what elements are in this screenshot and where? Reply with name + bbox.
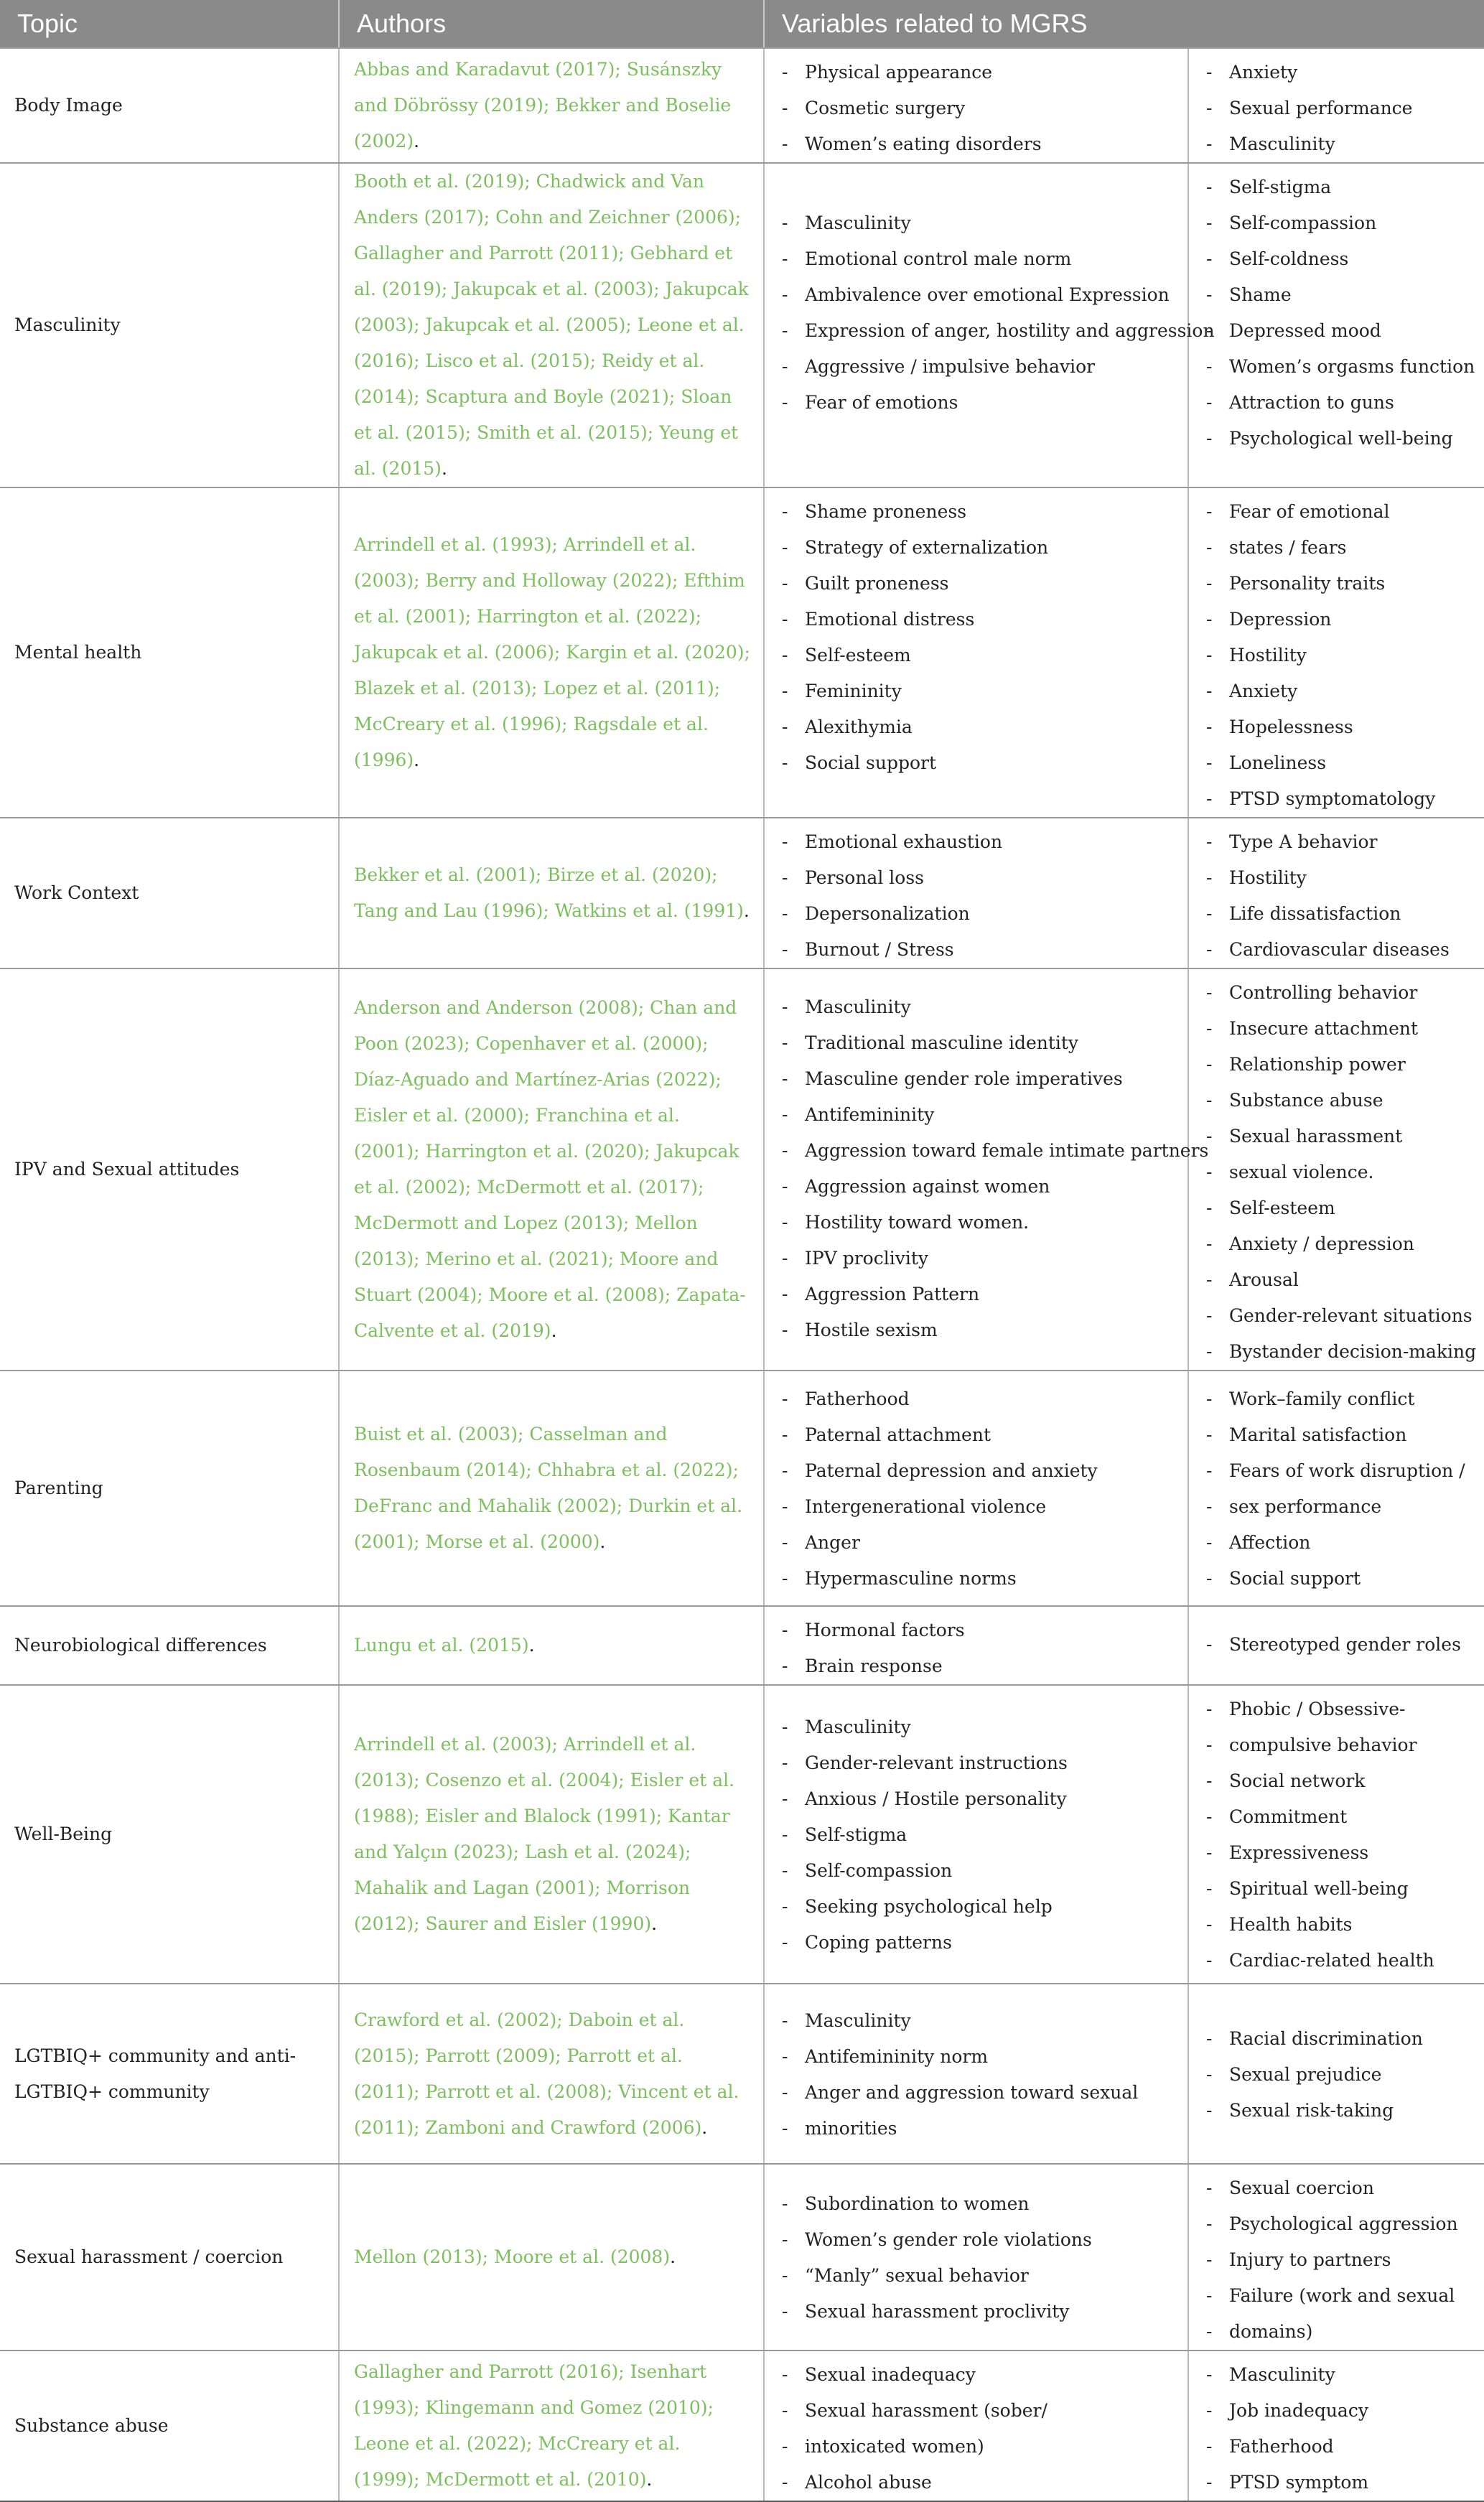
authors-cell[interactable]	[339, 818, 764, 968]
table-row	[0, 818, 1484, 968]
variable-item: - sex performance	[1202, 1489, 1471, 1525]
variable-item: - Women’s gender role violations	[778, 2222, 1175, 2258]
variable-item: - Hypermasculine norms	[778, 1561, 1175, 1597]
variable-item: - Insecure attachment	[1202, 1011, 1471, 1047]
variable-list	[778, 1371, 1175, 1597]
variable-item: - PTSD symptomatology	[1202, 781, 1471, 817]
variable-item: - Seeking psychological help	[778, 1889, 1175, 1925]
authors-column-header: Authors	[339, 0, 764, 48]
variable-item: - Alcohol abuse	[778, 2465, 1175, 2501]
variable-item: - Brain response	[778, 1648, 1175, 1684]
variable-item: - Self-stigma	[1202, 169, 1471, 205]
topic-column-header: Topic	[0, 0, 339, 48]
variable-item: - Women’s eating disorders	[778, 126, 1175, 162]
variable-item: - Self-esteem	[778, 638, 1175, 673]
variables-cell-left	[764, 1371, 1188, 1606]
table-row	[0, 1685, 1484, 1984]
author-citations-link[interactable]: Lungu et al. (2015)	[354, 1635, 529, 1656]
variable-item: - Gender-relevant instructions	[778, 1745, 1175, 1781]
authors-cell[interactable]	[339, 1984, 764, 2164]
citation-period: .	[528, 1635, 535, 1656]
variables-cell-right	[1188, 1371, 1484, 1606]
variable-item: - Self-coldness	[1202, 241, 1471, 277]
variables-cell-left	[764, 968, 1209, 1371]
variable-item: - Depersonalization	[778, 896, 1175, 932]
citation-period: .	[414, 131, 420, 151]
variable-item: - Cosmetic surgery	[778, 90, 1175, 126]
variable-item: - Guilt proneness	[778, 566, 1175, 602]
authors-cell[interactable]	[339, 48, 764, 163]
variable-list	[778, 2351, 1175, 2501]
variable-item: - Burnout / Stress	[778, 932, 1175, 968]
variable-item: - Psychological well-being	[1202, 421, 1471, 457]
variable-item: - Personality traits	[1202, 566, 1471, 602]
authors-cell[interactable]	[339, 487, 764, 818]
variable-list	[1202, 49, 1471, 162]
variable-item: - states / fears	[1202, 530, 1471, 566]
variable-item: - Paternal depression and anxiety	[778, 1453, 1175, 1489]
author-citations-link[interactable]: Anderson and Anderson (2008); Chan and Poon (2023); Copenhaver et al. (2000); Díaz-Aguado and Martínez-Arias (2022); Eisler et al. (2000); Franchina et al. (2001); Harrington et al. (2020); Jakupcak et al. (2002); McDermott et al. (2017); McDermott and Lopez (2013); Mellon (2013); Merino et al. (2021); Moore and Stuart (2004); Moore et al. (2008); Zapata-Calvente et al. (2019)	[354, 997, 746, 1341]
variable-item: - Paternal attachment	[778, 1417, 1175, 1453]
variables-cell-left	[764, 1606, 1188, 1685]
variable-item: - Emotional distress	[778, 602, 1175, 638]
topic-cell: Body Image	[0, 48, 339, 163]
authors-cell[interactable]	[339, 163, 764, 487]
variable-item: - Masculinity	[778, 2003, 1175, 2039]
variable-item: - Self-esteem	[1202, 1190, 1471, 1226]
variable-item: - Anxiety	[1202, 55, 1471, 90]
authors-cell[interactable]	[339, 2164, 764, 2351]
variable-item: - Aggression against women	[778, 1169, 1175, 1205]
variable-list	[778, 49, 1175, 162]
variable-item: - Sexual prejudice	[1202, 2057, 1471, 2093]
variable-item: - Hostile sexism	[778, 1312, 1175, 1348]
citation-period: .	[670, 2246, 676, 2267]
variable-item: - Social support	[778, 745, 1175, 781]
variable-item: - intoxicated women)	[778, 2429, 1175, 2465]
variable-item: - Physical appearance	[778, 55, 1175, 90]
variable-item: - Emotional control male norm	[778, 241, 1175, 277]
citation-period: .	[701, 2116, 708, 2138]
author-citations-link[interactable]: Arrindell et al. (2003); Arrindell et al. (2013); Cosenzo et al. (2004); Eisler et al. (1988); Eisler and Blalock (1991); Kantar and Yalçın (2023); Lash et al. (2024); Mahalik and Lagan (2001); Morrison (2012); Saurer and Eisler (1990)	[354, 1734, 735, 1934]
variable-item: - Substance abuse	[1202, 1083, 1471, 1119]
variable-item: - Cardiac-related health	[1202, 1943, 1471, 1979]
variable-item: - Shame	[1202, 277, 1471, 313]
variable-item: - Women’s orgasms function	[1202, 349, 1471, 385]
variable-item: - Injury to partners	[1202, 2242, 1471, 2278]
variables-cell-right	[1188, 2351, 1484, 2501]
topic-cell: Sexual harassment / coercion	[0, 2164, 339, 2351]
variable-item: - Sexual harassment	[1202, 1119, 1471, 1154]
variables-cell-left	[764, 2164, 1188, 2351]
variable-item: - Sexual risk-taking	[1202, 2093, 1471, 2129]
variable-item: - Expressiveness	[1202, 1835, 1471, 1871]
citation-period: .	[551, 1320, 557, 1341]
variable-item: - Gender-relevant situations	[1202, 1298, 1471, 1334]
variable-item: - Affection	[1202, 1525, 1471, 1561]
variable-item: - Loneliness	[1202, 745, 1471, 781]
variable-item: - Psychological aggression	[1202, 2206, 1471, 2242]
variable-item: - Shame proneness	[778, 494, 1175, 530]
variable-item: - Phobic / Obsessive-	[1202, 1691, 1471, 1727]
variable-item: - Relationship power	[1202, 1047, 1471, 1083]
variables-cell-right	[1188, 968, 1484, 1371]
table-row	[0, 2164, 1484, 2351]
variables-cell-left	[764, 163, 1215, 487]
variable-item: - Fears of work disruption /	[1202, 1453, 1471, 1489]
variable-list	[778, 969, 1209, 1348]
variable-item: - Strategy of externalization	[778, 530, 1175, 566]
variable-list	[1202, 2351, 1471, 2501]
table-row	[0, 2351, 1484, 2501]
variable-item: - Femininity	[778, 673, 1175, 709]
variables-column-header: Variables related to MGRS	[764, 0, 1484, 48]
variable-list	[1202, 818, 1471, 968]
variable-item: - Controlling behavior	[1202, 975, 1471, 1011]
variable-item: - Self-compassion	[778, 1853, 1175, 1889]
table-row	[0, 1606, 1484, 1685]
variable-item: - PTSD symptom	[1202, 2465, 1471, 2501]
table-body	[0, 48, 1484, 2501]
variable-item: - Hopelessness	[1202, 709, 1471, 745]
variable-item: - Coping patterns	[778, 1925, 1175, 1961]
variables-cell-left	[764, 818, 1188, 968]
variable-item: - Sexual performance	[1202, 90, 1471, 126]
variable-item: - Ambivalence over emotional Expression	[778, 277, 1175, 313]
variables-cell-left	[764, 2351, 1188, 2501]
variable-item: - Alexithymia	[778, 709, 1175, 745]
variable-item: - compulsive behavior	[1202, 1727, 1471, 1763]
variables-cell-right	[1188, 1984, 1484, 2164]
variable-item: - Work–family conflict	[1202, 1381, 1471, 1417]
variable-item: - Type A behavior	[1202, 824, 1471, 860]
variable-item: - Cardiovascular diseases	[1202, 932, 1471, 968]
variable-item: - Job inadequacy	[1202, 2393, 1471, 2429]
variable-list	[1202, 969, 1477, 1370]
variables-cell-right	[1188, 818, 1484, 968]
variable-item: - Anxiety / depression	[1202, 1226, 1471, 1262]
citation-period: .	[651, 1913, 658, 1934]
variable-item: - Racial discrimination	[1202, 2021, 1471, 2057]
variables-cell-right	[1188, 2164, 1484, 2351]
variable-item: - Sexual harassment proclivity	[778, 2294, 1175, 2330]
topic-cell: Parenting	[0, 1371, 339, 1606]
header-row	[0, 0, 1484, 48]
author-citations-link[interactable]: Arrindell et al. (1993); Arrindell et al. (2003); Berry and Holloway (2022); Efthim et al. (2001); Harrington et al. (2022); Jakupcak et al. (2006); Kargin et al. (2020); Blazek et al. (2013); Lopez et al. (2011); McCreary et al. (1996); Ragsdale et al. (1996)	[354, 534, 750, 770]
variables-cell-right	[1188, 1685, 1484, 1984]
variable-item: - Anger	[778, 1525, 1175, 1561]
variable-list	[778, 818, 1175, 968]
variable-item: - Masculinity	[778, 989, 1175, 1025]
variable-list	[778, 488, 1175, 781]
topic-cell: Neurobiological differences	[0, 1606, 339, 1685]
authors-cell[interactable]	[339, 1371, 764, 1606]
variable-item: - Hormonal factors	[778, 1612, 1175, 1648]
topic-cell: LGTBIQ+ community and anti-LGTBIQ+ community	[0, 1984, 339, 2164]
variable-item: - Fatherhood	[1202, 2429, 1471, 2465]
variable-item: - Social network	[1202, 1763, 1471, 1799]
variable-list	[778, 1607, 1175, 1684]
variable-item: - Aggression Pattern	[778, 1276, 1175, 1312]
variable-item: - Attraction to guns	[1202, 385, 1471, 421]
citation-period: .	[743, 900, 750, 921]
variable-item: - Masculinity	[1202, 126, 1471, 162]
variable-item: - “Manly” sexual behavior	[778, 2258, 1175, 2294]
variable-item: - Hostility toward women.	[778, 1205, 1175, 1241]
author-citations-link[interactable]: Bekker et al. (2001); Birze et al. (2020); Tang and Lau (1996); Watkins et al. (1991)	[354, 864, 744, 921]
variable-list	[1202, 488, 1471, 817]
table-row	[0, 163, 1484, 487]
variables-cell-left	[764, 487, 1188, 818]
topic-cell: Well-Being	[0, 1685, 339, 1984]
authors-cell[interactable]	[339, 1606, 764, 1685]
author-citations-link[interactable]: Mellon (2013); Moore et al. (2008)	[354, 2246, 671, 2267]
variable-list	[778, 1984, 1175, 2147]
variable-item: - Antifemininity norm	[778, 2039, 1175, 2075]
author-citations-link[interactable]: Gallagher and Parrott (2016); Isenhart (1993); Klingemann and Gomez (2010); Leone et al. (2022); McCreary et al. (1999); McDermott et al. (2010)	[354, 2361, 714, 2490]
variable-item: - Bystander decision-making	[1202, 1334, 1471, 1370]
variable-item: - minorities	[778, 2111, 1175, 2147]
variable-item: - Commitment	[1202, 1799, 1471, 1835]
variable-list	[1202, 164, 1475, 457]
variable-item: - Marital satisfaction	[1202, 1417, 1471, 1453]
table-row	[0, 487, 1484, 818]
variable-item: - Masculinity	[778, 1709, 1175, 1745]
variable-item: - Sexual coercion	[1202, 2170, 1471, 2206]
variable-item: - Stereotyped gender roles	[1202, 1627, 1471, 1663]
topic-cell: Substance abuse	[0, 2351, 339, 2501]
variable-item: - Fear of emotional	[1202, 494, 1471, 530]
variable-item: - Self-compassion	[1202, 205, 1471, 241]
table-row	[0, 968, 1484, 1371]
authors-cell[interactable]	[339, 968, 764, 1371]
variable-item: - Masculinity	[778, 205, 1175, 241]
variables-cell-right	[1188, 487, 1484, 818]
variable-item: - Social support	[1202, 1561, 1471, 1597]
variable-item: - Aggressive / impulsive behavior	[778, 349, 1175, 385]
variable-item: - Sexual inadequacy	[778, 2357, 1175, 2393]
table-row	[0, 1984, 1484, 2164]
variable-item: - Hostility	[1202, 638, 1471, 673]
variable-list	[1202, 1371, 1471, 1597]
variable-item: - Self-stigma	[778, 1817, 1175, 1853]
variable-list	[1202, 1607, 1471, 1663]
topic-cell: Masculinity	[0, 163, 339, 487]
variable-list	[1202, 1984, 1471, 2129]
variable-item: - Fear of emotions	[778, 385, 1175, 421]
author-citations-link[interactable]: Buist et al. (2003); Casselman and Rosenbaum (2014); Chhabra et al. (2022); DeFranc and Mahalik (2002); Durkin et al. (2001); Morse et al. (2000)	[354, 1424, 743, 1552]
variable-list	[778, 1686, 1175, 1961]
variable-item: - Masculinity	[1202, 2357, 1471, 2393]
author-citations-link[interactable]: Abbas and Karadavut (2017); Susánszky and Döbrössy (2019); Bekker and Boselie (2002)	[354, 59, 732, 151]
authors-cell[interactable]	[339, 2351, 764, 2501]
variable-item: - Life dissatisfaction	[1202, 896, 1471, 932]
variables-cell-left	[764, 48, 1188, 163]
variable-item: - Depression	[1202, 602, 1471, 638]
variable-item: - Spiritual well-being	[1202, 1871, 1471, 1907]
variable-item: - Hostility	[1202, 860, 1471, 896]
citation-period: .	[646, 2469, 653, 2490]
variable-list	[1202, 1686, 1471, 1979]
author-citations-link[interactable]: Crawford et al. (2002); Daboin et al. (2015); Parrott (2009); Parrott et al. (2011); Parrott et al. (2008); Vincent et al. (2011); Zamboni and Crawford (2006)	[354, 2009, 739, 2138]
variable-item: - Anxious / Hostile personality	[778, 1781, 1175, 1817]
variable-item: - Arousal	[1202, 1262, 1471, 1298]
topic-cell: Work Context	[0, 818, 339, 968]
variable-item: - domains)	[1202, 2314, 1471, 2350]
variable-item: - Failure (work and sexual	[1202, 2278, 1471, 2314]
variable-item: - Emotional exhaustion	[778, 824, 1175, 860]
variable-item: - Subordination to women	[778, 2186, 1175, 2222]
table-row	[0, 1371, 1484, 1606]
variable-item: - Antifemininity	[778, 1097, 1175, 1133]
variable-list	[778, 164, 1215, 421]
variable-item: - Health habits	[1202, 1907, 1471, 1943]
variable-list	[778, 2165, 1175, 2330]
variable-item: - Personal loss	[778, 860, 1175, 896]
variable-item: - sexual violence.	[1202, 1154, 1471, 1190]
variable-item: - IPV proclivity	[778, 1241, 1175, 1276]
variable-item: - Masculine gender role imperatives	[778, 1061, 1175, 1097]
variable-item: - Anger and aggression toward sexual	[778, 2075, 1175, 2111]
variables-cell-right	[1188, 163, 1484, 487]
variables-cell-left	[764, 1685, 1188, 1984]
citation-period: .	[441, 458, 447, 479]
author-citations-link[interactable]: Booth et al. (2019); Chadwick and Van Anders (2017); Cohn and Zeichner (2006); Gallagher and Parrott (2011); Gebhard et al. (2019); Jakupcak et al. (2003); Jakupcak (2003); Jakupcak et al. (2005); Leone et al. (2016); Lisco et al. (2015); Reidy et al. (2014); Scaptura and Boyle (2021); Sloan et al. (2015); Smith et al. (2015); Yeung et al. (2015)	[354, 171, 749, 479]
topic-cell: Mental health	[0, 487, 339, 818]
table-header	[0, 0, 1484, 48]
variables-cell-right	[1188, 1606, 1484, 1685]
variable-item: - Fatherhood	[778, 1381, 1175, 1417]
citation-period: .	[414, 750, 420, 770]
variable-list	[1202, 2165, 1471, 2350]
variable-item: - Sexual harassment (sober/	[778, 2393, 1175, 2429]
citation-period: .	[599, 1531, 606, 1552]
variable-item: - Intergenerational violence	[778, 1489, 1175, 1525]
table-row	[0, 48, 1484, 163]
variable-item: - Depressed mood	[1202, 313, 1471, 349]
variable-item: - Traditional masculine identity	[778, 1025, 1175, 1061]
variable-item: - Aggression toward female intimate partners	[778, 1133, 1175, 1169]
variables-cell-right	[1188, 48, 1484, 163]
topic-cell: IPV and Sexual attitudes	[0, 968, 339, 1371]
authors-cell[interactable]	[339, 1685, 764, 1984]
variable-item: - Expression of anger, hostility and aggression	[778, 313, 1175, 349]
variable-item: - Anxiety	[1202, 673, 1471, 709]
variables-cell-left	[764, 1984, 1188, 2164]
